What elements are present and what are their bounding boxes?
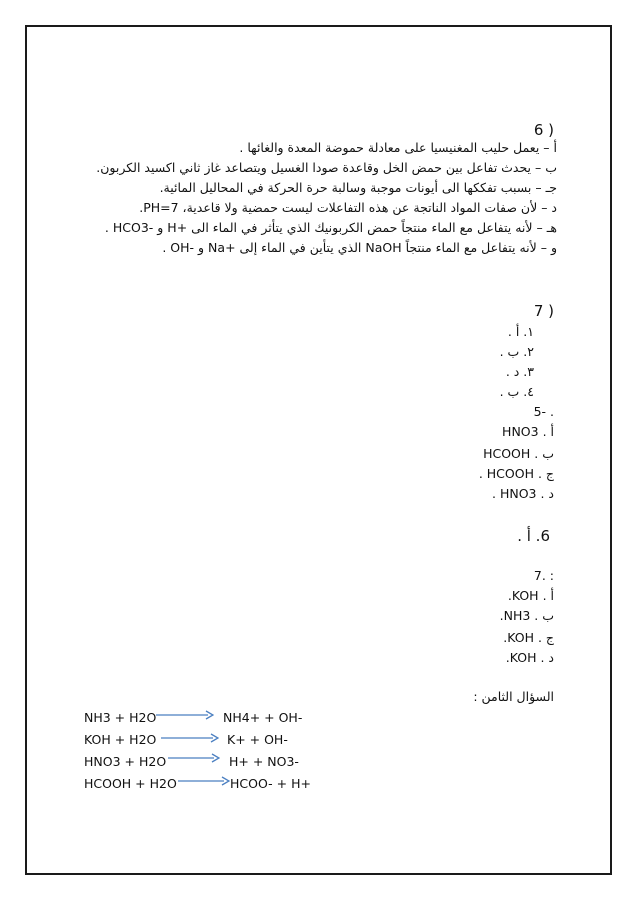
q7-item-1: ١. أ .	[507, 324, 534, 339]
equation-3-left: HNO3 + H2O	[84, 754, 167, 769]
equation-1-arrow-icon	[156, 710, 214, 720]
question-6-heading: 6 )	[533, 121, 554, 139]
q7-sub5-item-a: أ . HNO3	[502, 424, 554, 439]
equation-4-arrow-icon	[178, 776, 230, 786]
equation-4-right: HCOO- + H+	[230, 776, 311, 791]
q6-line-d: د – لأن صفات المواد الناتجة عن هذه التفاعلات ليست حمضية ولا قاعدية، PH=7.	[139, 200, 557, 215]
question-8-heading: السؤال الثامن :	[473, 689, 554, 704]
q7-sub7-item-c: ج . KOH.	[503, 630, 554, 645]
equation-1-right: NH4+ + OH-	[223, 710, 303, 725]
equation-3-arrow-icon	[168, 753, 220, 763]
equation-3-right: H+ + NO3-	[229, 754, 299, 769]
q7-sub5-heading: 5- .	[533, 404, 554, 419]
equation-1-left: NH3 + H2O	[84, 710, 157, 725]
q7-sub5-item-c: ج . HCOOH .	[478, 466, 554, 481]
q6-line-a: أ – يعمل حليب المغنيسيا على معادلة حموضة المعدة والغائها .	[239, 140, 557, 155]
q7-item-3: ٣. د .	[505, 364, 534, 379]
q7-sub5-item-d: د . HNO3 .	[492, 486, 554, 501]
q7-sub6: 6. أ .	[517, 527, 550, 545]
q7-sub5-item-b: ب . HCOOH	[483, 446, 554, 461]
q6-line-e: هـ – لأنه يتفاعل مع الماء منتجاً حمض الكربونيك الذي يتأثر في الماء الى +H و -HCO3 .	[104, 220, 557, 235]
equation-4-left: HCOOH + H2O	[84, 776, 177, 791]
q6-line-f: و – لأنه يتفاعل مع الماء منتجاً NaOH الذي يتأين في الماء إلى +Na و -OH .	[162, 240, 557, 255]
q7-sub7-item-d: د . KOH.	[505, 650, 554, 665]
q7-sub7-heading: 7. :	[533, 568, 554, 583]
q6-line-b: ب – يحدث تفاعل بين حمض الخل وقاعدة صودا الغسيل ويتصاعد غاز ثاني اكسيد الكربون.	[96, 160, 557, 175]
q7-item-4: ٤. ب .	[499, 384, 534, 399]
q7-sub7-item-a: أ . KOH.	[507, 588, 554, 603]
equation-2-right: K+ + OH-	[227, 732, 288, 747]
q7-sub7-item-b: ب . NH3.	[499, 608, 554, 623]
equation-2-left: KOH + H2O	[84, 732, 157, 747]
q7-item-2: ٢. ب .	[499, 344, 534, 359]
question-7-heading: 7 )	[533, 302, 554, 320]
q6-line-c: جـ – بسبب تفككها الى أيونات موجبة وسالبة حرة الحركة في المحاليل المائية.	[159, 180, 557, 195]
equation-2-arrow-icon	[161, 733, 219, 743]
